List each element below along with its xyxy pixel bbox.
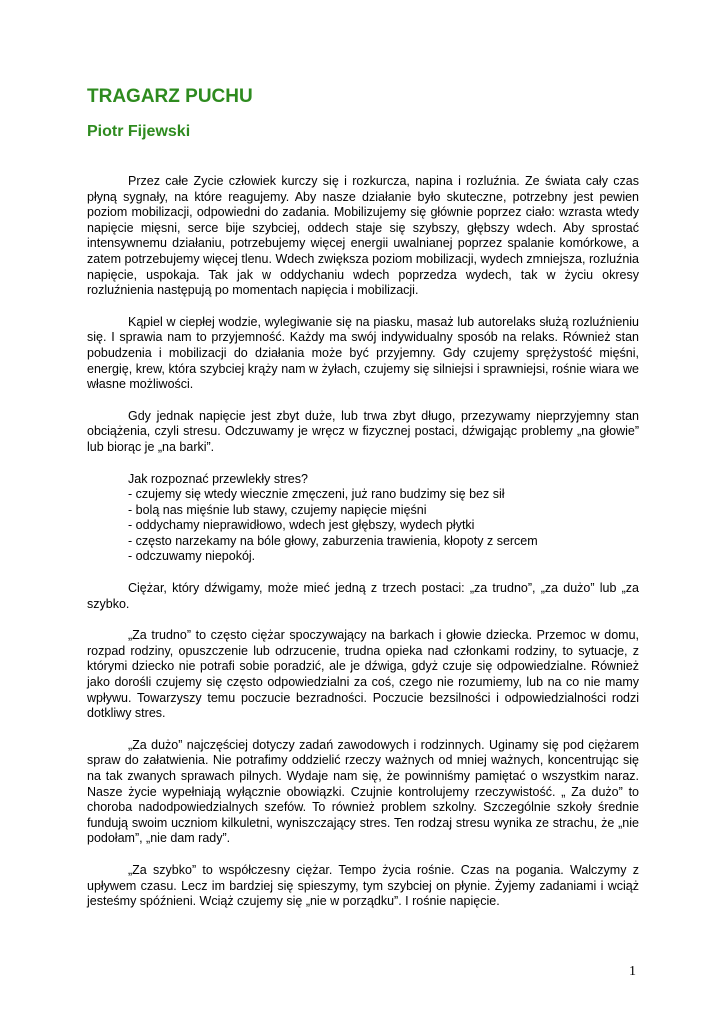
list-item: - czujemy się wtedy wiecznie zmęczeni, już rano budzimy się bez sił	[128, 487, 505, 502]
paragraph: „Za trudno” to często ciężar spoczywający na barkach i głowie dziecka. Przemoc w domu, rozpad rodziny, opuszczenie lub odrzucenie, trudna opieka nad członkami rodziny, to sytuacje, z którymi dziecko nie potrafi sobie poradzić, ale je dźwiga, gdyż czuje się odpowiedzialne. Również jako dorośli czujemy się często odpowiedzialni za coś, czego nie rozumiemy, lub na co nie mamy wpływu. Towarzyszy temu poczucie bezradności. Poczucie bezsilności i odpowiedzialności rodzi dotkliwy stres.	[87, 628, 639, 721]
symptom-list	[128, 472, 639, 566]
paragraph: Gdy jednak napięcie jest zbyt duże, lub trwa zbyt długo, przezywamy nieprzyjemny stan obciążenia, czyli stresu. Odczuwamy je wręcz w fizycznej postaci, dźwigając problemy „na głowie” lub biorąc je „na barki”.	[87, 408, 639, 454]
paragraph: „Za dużo” najczęściej dotyczy zadań zawodowych i rodzinnych. Uginamy się pod ciężarem spraw do załatwienia. Nie potrafimy oddzielić rzeczy ważnych od mniej ważnych, koncentrując się na tak zwanych sprawach pilnych. Wydaje nam się, że powinniśmy pamiętać o wszystkim naraz. Nasze życie wypełniają wyłącznie obowiązki. Czujnie kontrolujemy rzeczywistość. „ Za dużo” to choroba nadodpowiedzialnych szefów. To również problem szkolny. Szczególnie szkoły średnie fundują swoim uczniom kilkuletni, wyniszczający stres. Ten rodzaj stresu wynika ze strachu, że „nie podołam”, „nie dam rady”.	[87, 737, 639, 846]
paragraph: „Za szybko” to współczesny ciężar. Tempo życia rośnie. Czas na pogania. Walczymy z upływem czasu. Lecz im bardziej się spieszymy, tym szybciej on płynie. Żyjemy zadaniami i wciąż jesteśmy spóźnieni. Wciąż czujemy się „nie w porządku”. I rośnie napięcie.	[87, 862, 639, 909]
paragraph: Ciężar, który dźwigamy, może mieć jedną z trzech postaci: „za trudno”, „za dużo” lub „za szybko.	[87, 581, 639, 611]
list-item: - często narzekamy na bóle głowy, zaburzenia trawienia, kłopoty z sercem	[128, 533, 538, 548]
paragraph: Kąpiel w ciepłej wodzie, wylegiwanie się na piasku, masaż lub autorelaks służą rozluźnieniu się. I sprawia nam to przyjemność. Każdy ma swój indywidualny sposób na relaks. Również stan pobudzenia i mobilizacji do działania może być przyjemny. Gdy czujemy sprężystość mięśni, energię, krew, która szybciej krąży nam w żyłach, czujemy się silniejsi i sprawniejsi, rośnie wiara we własne możliwości.	[87, 314, 639, 392]
list-item: - odczuwamy niepokój.	[128, 549, 256, 564]
list-item: - oddychamy nieprawidłowo, wdech jest głębszy, wydech płytki	[128, 518, 475, 533]
list-item: - bolą nas mięśnie lub stawy, czujemy napięcie mięśni	[128, 502, 427, 517]
paragraph: Przez całe Zycie człowiek kurczy się i rozkurcza, napina i rozluźnia. Ze świata cały czas płyną sygnały, na które reagujemy. Aby nasze działanie było skuteczne, potrzebny jest pewien poziom mobilizacji, odpowiedni do zadania. Mobilizujemy się głównie poprzez ciało: wzrasta wtedy napięcie mięsni, serce bije szybciej, oddech staje się szybszy, głębszy wdech. Aby sprostać intensywnemu działaniu, potrzebujemy więcej energii uwalnianej poprzez spalanie komórkowe, a zatem potrzebujemy więcej tlenu. Wdech zwiększa poziom mobilizacji, wydech zmniejsza, rozluźnia napięcie, uspokaja. Tak jak w oddychaniu wdech poprzedza wydech, tak w życiu okresy rozluźnienia następują po momentach napięcia i mobilizacji.	[87, 174, 639, 298]
list-intro: Jak rozpoznać przewlekły stres?	[128, 471, 308, 486]
document-title: TRAGARZ PUCHU	[87, 86, 253, 107]
page-number: 1	[629, 964, 636, 979]
document-author: Piotr Fijewski	[87, 123, 191, 140]
document-body	[87, 174, 639, 926]
